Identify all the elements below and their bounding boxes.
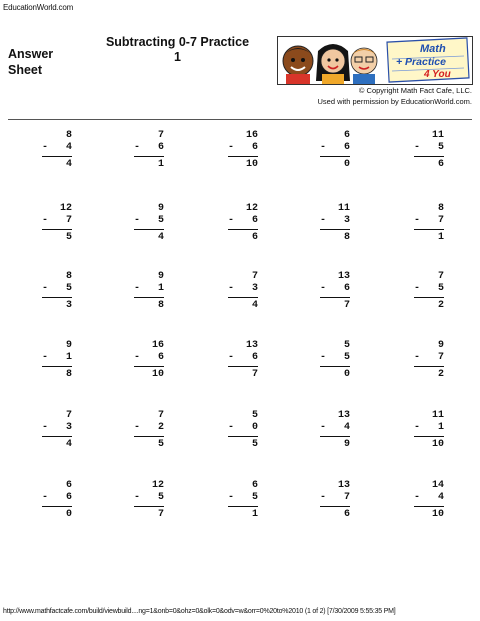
answer-rule bbox=[134, 297, 164, 298]
page-footer-url: http://www.mathfactcafe.com/build/viewbuild....ng=1&onb=0&ohz=0&olk=0&odv=w&orr=0%20to%2010 (1 of 2) [7/30/2009 5:55:35 PM] bbox=[3, 608, 396, 615]
subtrahend-line bbox=[42, 142, 72, 154]
minuend: 7 bbox=[157, 410, 164, 421]
subtrahend: 6 bbox=[251, 215, 258, 226]
minus-sign: - bbox=[134, 352, 147, 363]
difference: 6 bbox=[343, 509, 350, 520]
minuend: 7 bbox=[157, 130, 164, 141]
difference: 9 bbox=[343, 439, 350, 450]
minuend: 11 bbox=[431, 130, 444, 141]
subtrahend: 6 bbox=[65, 492, 72, 503]
subtrahend-line bbox=[134, 492, 164, 504]
subtrahend-line bbox=[414, 492, 444, 504]
subtrahend: 4 bbox=[65, 142, 72, 153]
answer-rule bbox=[320, 229, 350, 230]
minus-sign: - bbox=[228, 352, 241, 363]
subtrahend: 7 bbox=[343, 492, 350, 503]
subtrahend-line bbox=[414, 283, 444, 295]
subtrahend-line bbox=[414, 215, 444, 227]
minuend: 13 bbox=[337, 480, 350, 491]
difference: 5 bbox=[65, 232, 72, 243]
copyright-notice bbox=[317, 85, 472, 107]
problem-6-5 bbox=[384, 480, 444, 524]
subtrahend-line bbox=[320, 422, 350, 434]
subtrahend-line bbox=[42, 422, 72, 434]
subtrahend: 6 bbox=[251, 142, 258, 153]
minuend: 7 bbox=[65, 410, 72, 421]
answer-rule bbox=[414, 229, 444, 230]
difference: 6 bbox=[251, 232, 258, 243]
minus-sign: - bbox=[42, 352, 55, 363]
minus-sign: - bbox=[320, 492, 333, 503]
minus-sign: - bbox=[414, 283, 427, 294]
difference: 0 bbox=[343, 369, 350, 380]
answer-rule bbox=[134, 156, 164, 157]
problem-1-2 bbox=[104, 130, 164, 174]
minuend: 16 bbox=[245, 130, 258, 141]
logo-text-4you: 4 You bbox=[424, 69, 451, 80]
title-line2: 1 bbox=[174, 50, 181, 64]
minus-sign: - bbox=[414, 142, 427, 153]
problem-2-5 bbox=[384, 203, 444, 247]
problem-3-3 bbox=[198, 271, 258, 315]
minuend: 13 bbox=[245, 340, 258, 351]
subtrahend-line bbox=[414, 352, 444, 364]
minus-sign: - bbox=[228, 215, 241, 226]
difference: 8 bbox=[343, 232, 350, 243]
copyright-line1: © Copyright Math Fact Cafe, LLC. bbox=[358, 86, 472, 95]
problem-3-1 bbox=[12, 271, 72, 315]
problem-2-1 bbox=[12, 203, 72, 247]
difference: 10 bbox=[431, 509, 444, 520]
answer-rule bbox=[320, 436, 350, 437]
subtrahend: 1 bbox=[65, 352, 72, 363]
answer-rule bbox=[134, 506, 164, 507]
subtrahend-line bbox=[320, 283, 350, 295]
subtrahend-line bbox=[42, 215, 72, 227]
minuend: 13 bbox=[337, 271, 350, 282]
subtrahend-line bbox=[320, 142, 350, 154]
minus-sign: - bbox=[414, 422, 427, 433]
minuend: 12 bbox=[245, 203, 258, 214]
minuend: 11 bbox=[337, 203, 350, 214]
problem-6-2 bbox=[104, 480, 164, 524]
difference: 5 bbox=[157, 439, 164, 450]
problem-4-2 bbox=[104, 340, 164, 384]
minus-sign: - bbox=[320, 215, 333, 226]
answer-rule bbox=[228, 156, 258, 157]
problem-3-4 bbox=[290, 271, 350, 315]
minus-sign: - bbox=[228, 492, 241, 503]
subtrahend-line bbox=[228, 422, 258, 434]
difference: 0 bbox=[343, 159, 350, 170]
difference: 10 bbox=[151, 369, 164, 380]
minus-sign: - bbox=[320, 283, 333, 294]
answer-rule bbox=[228, 506, 258, 507]
minus-sign: - bbox=[42, 142, 55, 153]
subtrahend: 4 bbox=[437, 492, 444, 503]
answer-rule bbox=[134, 229, 164, 230]
logo-text-practice: + Practice bbox=[396, 56, 446, 68]
minus-sign: - bbox=[320, 422, 333, 433]
answer-rule bbox=[414, 436, 444, 437]
difference: 4 bbox=[65, 159, 72, 170]
subtrahend: 7 bbox=[437, 352, 444, 363]
difference: 2 bbox=[437, 369, 444, 380]
minuend: 6 bbox=[65, 480, 72, 491]
subtrahend: 7 bbox=[65, 215, 72, 226]
problem-3-5 bbox=[384, 271, 444, 315]
minus-sign: - bbox=[320, 142, 333, 153]
minus-sign: - bbox=[414, 352, 427, 363]
problem-4-1 bbox=[12, 340, 72, 384]
difference: 7 bbox=[343, 300, 350, 311]
answer-rule bbox=[42, 156, 72, 157]
minuend: 9 bbox=[157, 203, 164, 214]
subtrahend: 3 bbox=[343, 215, 350, 226]
answer-rule bbox=[42, 506, 72, 507]
minus-sign: - bbox=[42, 215, 55, 226]
minus-sign: - bbox=[228, 142, 241, 153]
subtrahend-line bbox=[228, 492, 258, 504]
page-title bbox=[90, 35, 265, 65]
subtrahend-line bbox=[228, 142, 258, 154]
difference: 1 bbox=[251, 509, 258, 520]
answer-rule bbox=[42, 366, 72, 367]
difference: 7 bbox=[157, 509, 164, 520]
problem-3-2 bbox=[104, 271, 164, 315]
difference: 4 bbox=[251, 300, 258, 311]
subtrahend-line bbox=[414, 422, 444, 434]
subtrahend: 7 bbox=[437, 215, 444, 226]
problem-5-3 bbox=[198, 410, 258, 454]
subtrahend-line bbox=[42, 283, 72, 295]
subtrahend-line bbox=[134, 352, 164, 364]
math-practice-logo bbox=[277, 36, 473, 85]
answer-label-line1: Answer bbox=[8, 47, 54, 61]
difference: 4 bbox=[157, 232, 164, 243]
answer-rule bbox=[42, 229, 72, 230]
answer-rule bbox=[228, 229, 258, 230]
answer-rule bbox=[320, 156, 350, 157]
problem-6-1 bbox=[12, 480, 72, 524]
minuend: 9 bbox=[437, 340, 444, 351]
answer-label-line2: Sheet bbox=[8, 63, 43, 77]
answer-rule bbox=[228, 297, 258, 298]
minuend: 14 bbox=[431, 480, 444, 491]
copyright-line2: Used with permission by EducationWorld.com. bbox=[317, 97, 472, 106]
problem-4-5 bbox=[384, 340, 444, 384]
minuend: 9 bbox=[65, 340, 72, 351]
difference: 8 bbox=[65, 369, 72, 380]
problem-4-3 bbox=[198, 340, 258, 384]
difference: 0 bbox=[65, 509, 72, 520]
answer-rule bbox=[228, 436, 258, 437]
minuend: 9 bbox=[157, 271, 164, 282]
answer-rule bbox=[414, 506, 444, 507]
minuend: 8 bbox=[65, 130, 72, 141]
difference: 10 bbox=[431, 439, 444, 450]
answer-rule bbox=[228, 366, 258, 367]
subtrahend-line bbox=[228, 215, 258, 227]
problem-1-4 bbox=[290, 130, 350, 174]
problem-5-1 bbox=[12, 410, 72, 454]
minuend: 8 bbox=[437, 203, 444, 214]
subtrahend: 0 bbox=[251, 422, 258, 433]
minus-sign: - bbox=[228, 283, 241, 294]
subtrahend-line bbox=[320, 492, 350, 504]
answer-rule bbox=[320, 297, 350, 298]
answer-rule bbox=[320, 366, 350, 367]
minuend: 12 bbox=[59, 203, 72, 214]
minus-sign: - bbox=[414, 215, 427, 226]
subtrahend-line bbox=[134, 142, 164, 154]
minus-sign: - bbox=[42, 283, 55, 294]
difference: 3 bbox=[65, 300, 72, 311]
answer-rule bbox=[134, 436, 164, 437]
answer-rule bbox=[42, 436, 72, 437]
minus-sign: - bbox=[134, 422, 147, 433]
problem-5-5 bbox=[384, 410, 444, 454]
minuend: 5 bbox=[251, 410, 258, 421]
answer-rule bbox=[414, 156, 444, 157]
subtrahend-line bbox=[320, 352, 350, 364]
difference: 7 bbox=[251, 369, 258, 380]
minus-sign: - bbox=[42, 422, 55, 433]
subtrahend-line bbox=[320, 215, 350, 227]
minuend: 16 bbox=[151, 340, 164, 351]
answer-rule bbox=[42, 297, 72, 298]
difference: 1 bbox=[157, 159, 164, 170]
difference: 2 bbox=[437, 300, 444, 311]
subtrahend: 2 bbox=[157, 422, 164, 433]
difference: 8 bbox=[157, 300, 164, 311]
logo-text-math: Math bbox=[420, 43, 446, 55]
subtrahend-line bbox=[134, 422, 164, 434]
difference: 6 bbox=[437, 159, 444, 170]
minuend: 5 bbox=[343, 340, 350, 351]
minuend: 7 bbox=[251, 271, 258, 282]
problem-1-1 bbox=[12, 130, 72, 174]
subtrahend: 6 bbox=[343, 283, 350, 294]
answer-rule bbox=[414, 366, 444, 367]
problem-2-3 bbox=[198, 203, 258, 247]
answer-rule bbox=[134, 366, 164, 367]
answer-rule bbox=[414, 297, 444, 298]
subtrahend: 5 bbox=[343, 352, 350, 363]
subtrahend: 5 bbox=[437, 142, 444, 153]
difference: 10 bbox=[245, 159, 258, 170]
logo-graphic bbox=[278, 37, 472, 84]
difference: 5 bbox=[251, 439, 258, 450]
minuend: 13 bbox=[337, 410, 350, 421]
problem-6-4 bbox=[290, 480, 350, 524]
minuend: 6 bbox=[343, 130, 350, 141]
header-divider bbox=[8, 119, 472, 120]
subtrahend: 3 bbox=[65, 422, 72, 433]
minus-sign: - bbox=[414, 492, 427, 503]
minus-sign: - bbox=[134, 215, 147, 226]
minuend: 12 bbox=[151, 480, 164, 491]
subtrahend: 5 bbox=[157, 492, 164, 503]
problem-4-4 bbox=[290, 340, 350, 384]
minuend: 7 bbox=[437, 271, 444, 282]
problem-1-3 bbox=[198, 130, 258, 174]
site-header: EducationWorld.com bbox=[3, 3, 74, 12]
problem-2-2 bbox=[104, 203, 164, 247]
minuend: 8 bbox=[65, 271, 72, 282]
difference: 1 bbox=[437, 232, 444, 243]
minus-sign: - bbox=[320, 352, 333, 363]
subtrahend: 5 bbox=[65, 283, 72, 294]
subtrahend: 6 bbox=[157, 352, 164, 363]
minus-sign: - bbox=[134, 283, 147, 294]
minus-sign: - bbox=[42, 492, 55, 503]
subtrahend: 6 bbox=[343, 142, 350, 153]
subtrahend-line bbox=[228, 352, 258, 364]
problem-2-4 bbox=[290, 203, 350, 247]
subtrahend: 3 bbox=[251, 283, 258, 294]
problem-1-5 bbox=[384, 130, 444, 174]
subtrahend: 4 bbox=[343, 422, 350, 433]
subtrahend-line bbox=[42, 352, 72, 364]
subtrahend-line bbox=[228, 283, 258, 295]
difference: 4 bbox=[65, 439, 72, 450]
subtrahend: 1 bbox=[437, 422, 444, 433]
problem-5-2 bbox=[104, 410, 164, 454]
title-line1: Subtracting 0-7 Practice bbox=[105, 35, 250, 49]
subtrahend: 6 bbox=[157, 142, 164, 153]
subtrahend: 5 bbox=[437, 283, 444, 294]
minus-sign: - bbox=[134, 142, 147, 153]
subtrahend: 5 bbox=[157, 215, 164, 226]
minuend: 6 bbox=[251, 480, 258, 491]
subtrahend-line bbox=[134, 215, 164, 227]
subtrahend-line bbox=[42, 492, 72, 504]
minus-sign: - bbox=[228, 422, 241, 433]
subtrahend-line bbox=[414, 142, 444, 154]
subtrahend-line bbox=[134, 283, 164, 295]
minus-sign: - bbox=[134, 492, 147, 503]
answer-rule bbox=[320, 506, 350, 507]
subtrahend: 5 bbox=[251, 492, 258, 503]
answer-sheet-label bbox=[8, 46, 78, 78]
problem-6-3 bbox=[198, 480, 258, 524]
subtrahend: 1 bbox=[157, 283, 164, 294]
subtrahend: 6 bbox=[251, 352, 258, 363]
problem-5-4 bbox=[290, 410, 350, 454]
minuend: 11 bbox=[431, 410, 444, 421]
